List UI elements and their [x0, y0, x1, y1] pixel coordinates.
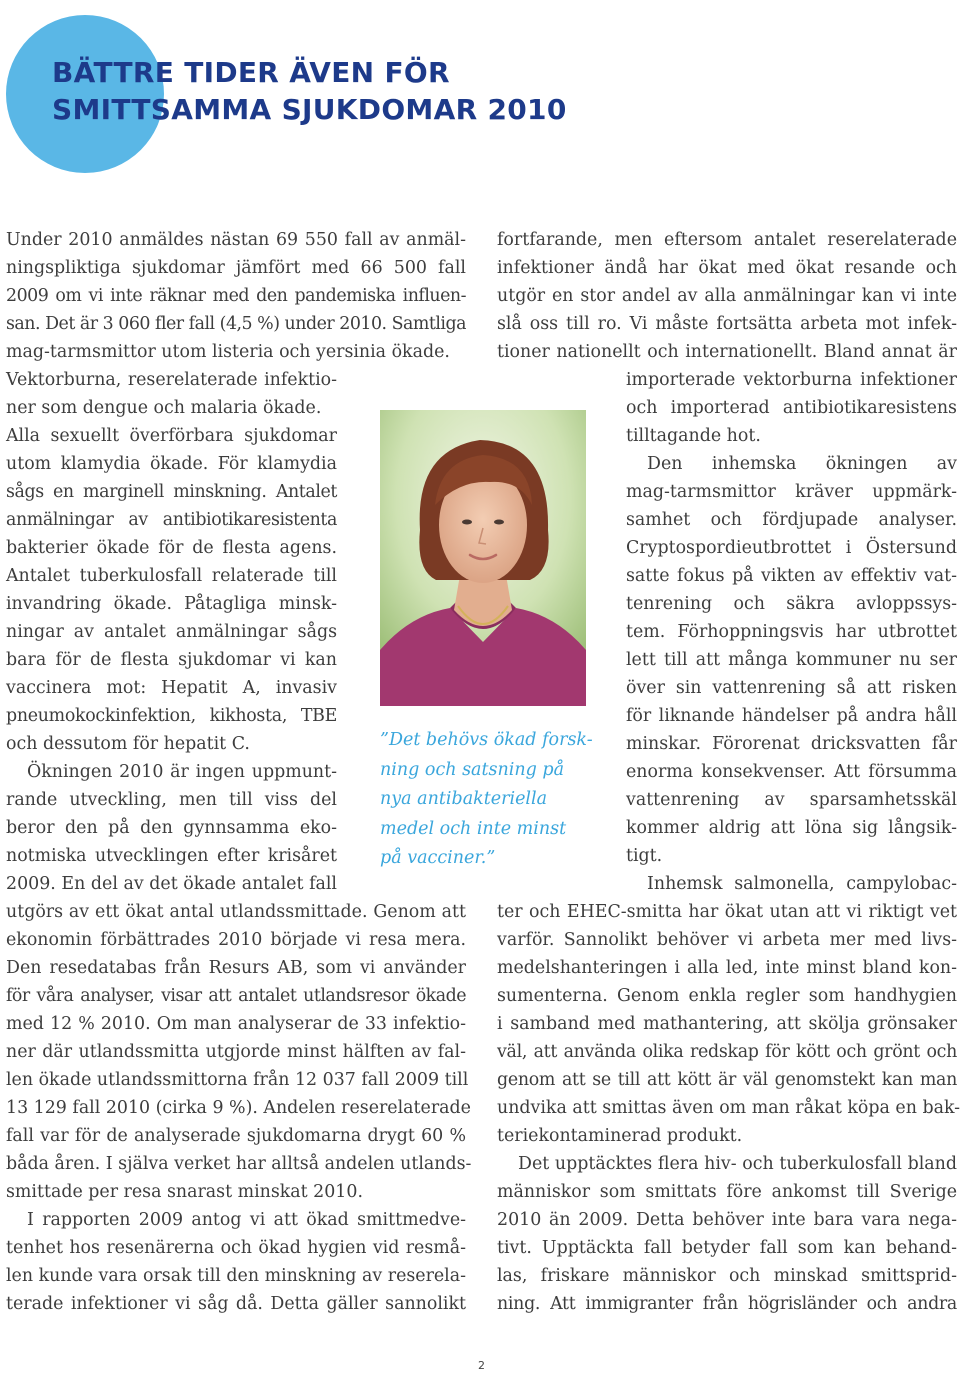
left-line-35: smittade per resa snarast minskat 2010.: [6, 1182, 363, 1202]
left-line-25: utgörs av ett ökat antal utlandssmittade. Genom att: [6, 902, 466, 922]
right-line-10: mag-tarmsmittor kräver uppmärk-: [626, 482, 957, 502]
quote-line-5: på vacciner.”: [380, 848, 496, 869]
left-line-5: mag-tarmsmittor utom listeria och yersinia ökade.: [6, 342, 450, 362]
left-line-20: Ökningen 2010 är ingen uppmunt-: [27, 762, 337, 782]
quote-line-2: ning och satsning på: [380, 759, 565, 780]
page-number: 2: [478, 1359, 485, 1372]
left-line-30: ner där utlandssmitta utgjorde minst hälften av fal-: [6, 1042, 466, 1062]
portrait-illustration: [380, 410, 586, 706]
left-line-33: fall var för de analyserade sjukdomarna drygt 60 %: [6, 1126, 466, 1146]
right-line-1: fortfarande, men eftersom antalet reserelaterade: [497, 230, 957, 250]
left-line-36: I rapporten 2009 antog vi att ökad smittmedve-: [27, 1210, 466, 1230]
right-line-12: Cryptospordieutbrottet i Östersund: [626, 538, 957, 558]
right-line-9: Den inhemska ökningen av: [647, 454, 957, 474]
left-line-16: bara för de flesta sjukdomar vi kan: [6, 650, 337, 670]
right-line-16: lett till att många kommuner nu ser: [626, 650, 957, 670]
left-line-21: rande utveckling, men till viss del: [6, 790, 337, 810]
left-line-39: terade infektioner vi såg då. Detta gäller sannolikt: [6, 1294, 466, 1314]
right-line-25: ter och EHEC-smitta har ökat utan att vi riktigt vet: [497, 902, 957, 922]
left-line-3: 2009 om vi inte räknar med den pandemiska influen-: [6, 286, 466, 306]
left-line-6: Vektorburna, reserelaterade infektio-: [6, 370, 337, 390]
title-line-2: SMITTSAMMA SJUKDOMAR 2010: [52, 93, 567, 126]
right-line-15: tem. Förhoppningsvis har utbrottet: [626, 622, 957, 642]
left-line-34: båda åren. I själva verket har alltså andelen utlands-: [6, 1154, 472, 1174]
left-line-27: Den resedatabas från Resurs AB, som vi använder: [6, 958, 466, 978]
left-line-26: ekonomin förbättrades 2010 började vi resa mera.: [6, 930, 466, 950]
left-line-18: pneumokockinfektion, kikhosta, TBE: [6, 706, 337, 726]
right-line-13: satte fokus på vikten av effektiv vat-: [626, 566, 957, 586]
right-line-17: över sin vattenrening så att risken: [626, 678, 957, 698]
left-line-15: ningar av antalet anmälningar sågs: [6, 622, 337, 642]
left-line-28: för våra analyser, visar att antalet utlandsresor ökade: [6, 986, 466, 1006]
right-line-20: enorma konsekvenser. Att försumma: [626, 762, 957, 782]
right-line-39: ning. Att immigranter från högrisländer och andra: [497, 1294, 957, 1314]
right-line-11: samhet och fördjupade analyser.: [626, 510, 957, 530]
right-line-26: varför. Sannolikt behöver vi arbeta mer med livs-: [497, 930, 957, 950]
portrait-photo: [380, 410, 586, 706]
right-line-33: teriekontaminerad produkt.: [497, 1126, 743, 1146]
right-line-7: och importerad antibiotikaresistens: [626, 398, 957, 418]
right-line-2: infektioner ändå har ökat med ökat resande och: [497, 258, 957, 278]
right-line-6: importerade vektorburna infektioner: [626, 370, 957, 390]
left-line-14: invandring ökade. Påtagliga minsk-: [6, 594, 337, 614]
left-line-12: bakterier ökade för de flesta agens.: [6, 538, 337, 558]
right-line-22: kommer aldrig att löna sig långsik-: [626, 818, 957, 838]
quote-line-1: ”Det behövs ökad forsk-: [380, 730, 593, 750]
left-line-7: ner som dengue och malaria ökade.: [6, 398, 322, 418]
right-line-35: människor som smittats före ankomst till Sverige: [497, 1182, 957, 1202]
right-line-38: las, friskare människor och minskad smittsprid-: [497, 1266, 957, 1286]
left-line-37: tenhet hos resenärerna och ökad hygien vid resmå-: [6, 1238, 466, 1258]
left-line-22: beror den på den gynnsamma eko-: [6, 818, 337, 838]
right-line-28: sumenterna. Genom enkla regler som handhygien: [497, 986, 957, 1006]
quote-line-4: medel och inte minst: [380, 818, 567, 839]
left-line-19: och dessutom för hepatit C.: [6, 734, 250, 754]
page-title: [52, 54, 567, 128]
quote-line-3: nya antibakteriella: [380, 789, 548, 810]
right-line-8: tilltagande hot.: [626, 426, 761, 446]
left-line-13: Antalet tuberkulosfall relaterade till: [6, 566, 337, 586]
right-line-36: 2010 än 2009. Detta behöver inte bara vara nega-: [497, 1210, 957, 1230]
title-line-1: BÄTTRE TIDER ÄVEN FÖR: [52, 56, 450, 89]
right-line-3: utgör en stor andel av alla anmälningar kan vi inte: [497, 286, 957, 306]
right-line-32: undvika att smittas även om man råkat köpa en bak-: [497, 1098, 960, 1118]
left-line-2: ningspliktiga sjukdomar jämfört med 66 500 fall: [6, 258, 466, 278]
right-line-34: Det upptäcktes flera hiv- och tuberkulosfall bland: [518, 1154, 957, 1174]
right-line-5: tioner nationellt och internationellt. Bland annat är: [497, 342, 957, 362]
right-line-14: tenrening och säkra avloppssys-: [626, 594, 957, 614]
left-line-9: utom klamydia ökade. För klamydia: [6, 454, 337, 474]
left-line-29: med 12 % 2010. Om man analyserar de 33 infektio-: [6, 1014, 466, 1034]
right-line-19: minskar. Förorenat dricksvatten får: [626, 734, 957, 754]
right-line-21: vattenrening av sparsamhetsskäl: [626, 790, 957, 810]
left-line-8: Alla sexuellt överförbara sjukdomar: [6, 426, 337, 446]
left-line-17: vaccinera mot: Hepatit A, invasiv: [6, 678, 337, 698]
left-line-1: Under 2010 anmäldes nästan 69 550 fall av anmäl-: [6, 230, 466, 250]
right-line-24: Inhemsk salmonella, campylobac-: [647, 874, 957, 894]
left-line-23: notmiska utvecklingen efter krisåret: [6, 846, 337, 866]
right-line-29: i samband med mathantering, att skölja grönsaker: [497, 1014, 957, 1034]
left-line-32: 13 129 fall 2010 (cirka 9 %). Andelen reserelaterade: [6, 1098, 471, 1118]
right-line-4: slå oss till ro. Vi måste fortsätta arbeta mot infek-: [497, 314, 957, 334]
left-line-31: len ökade utlandssmittorna från 12 037 fall 2009 till: [6, 1070, 469, 1090]
left-line-10: sågs en marginell minskning. Antalet: [6, 482, 337, 502]
pull-quote: [380, 726, 593, 874]
left-line-4: san. Det är 3 060 fler fall (4,5 %) under 2010. Samtliga: [6, 314, 466, 334]
right-line-27: medelshanteringen i alla led, inte minst bland kon-: [497, 958, 957, 978]
right-line-37: tivt. Upptäckta fall betyder fall som kan behand-: [497, 1238, 957, 1258]
left-line-11: anmälningar av antibiotikaresistenta: [6, 510, 337, 530]
left-line-24: 2009. En del av det ökade antalet fall: [6, 874, 337, 894]
right-line-30: väl, att använda olika redskap för kött och grönt och: [497, 1042, 957, 1062]
right-line-18: för liknande händelser på andra håll: [626, 706, 957, 726]
right-line-31: genom att se till att kött är väl genomstekt kan man: [497, 1070, 957, 1090]
left-line-38: len kunde vara orsak till den minskning av reserela-: [6, 1266, 466, 1286]
right-line-23: tigt.: [626, 846, 663, 866]
